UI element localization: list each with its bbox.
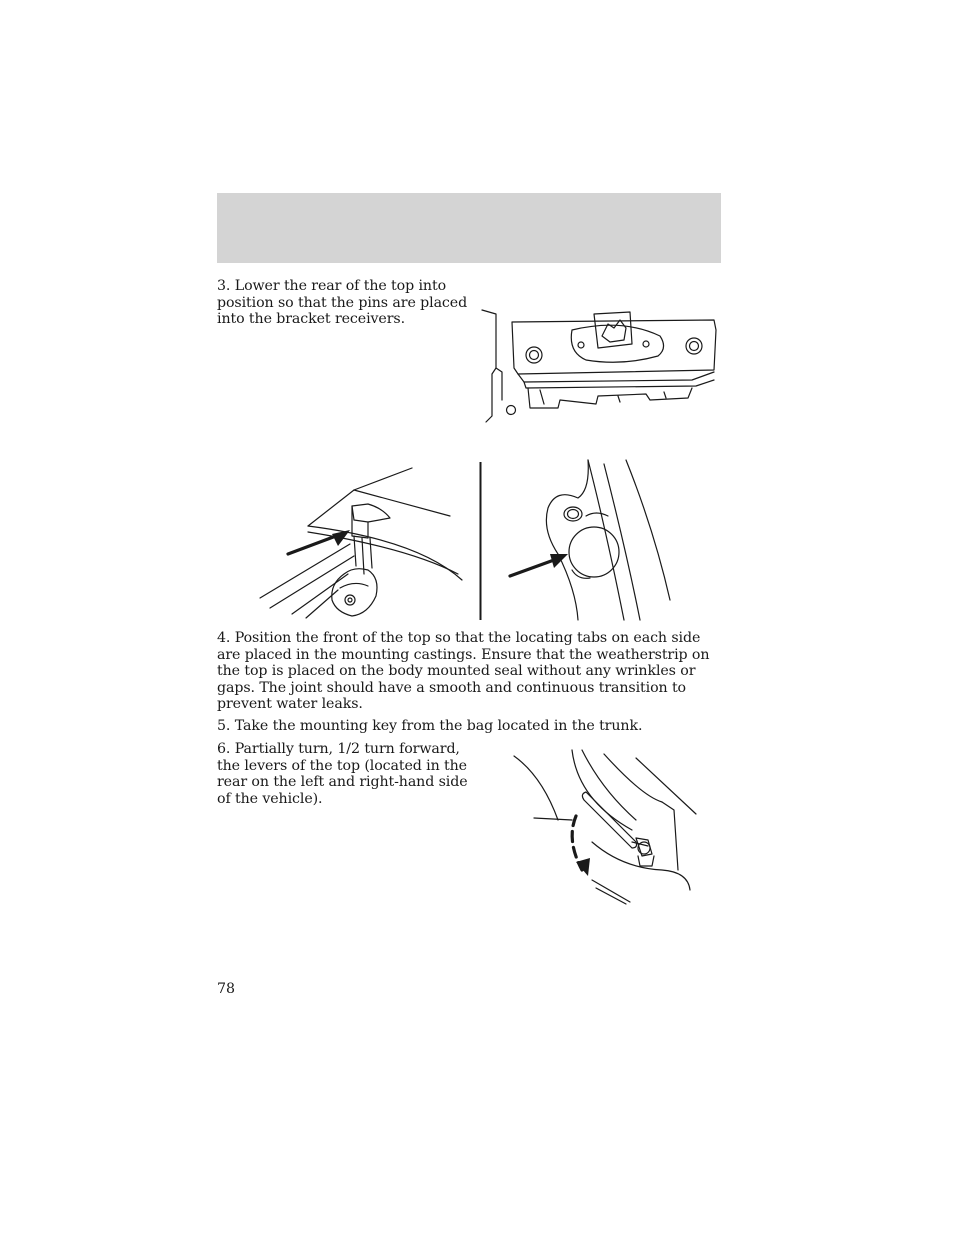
figure-divider bbox=[479, 462, 482, 620]
section-header-band bbox=[217, 193, 721, 263]
page-number: 78 bbox=[217, 981, 236, 997]
step-5-text: 5. Take the mounting key from the bag located in the trunk. bbox=[217, 718, 643, 734]
lever-turn-illustration bbox=[512, 750, 698, 906]
step-4-text: 4. Position the front of the top so that the locating tabs on each side are placed in the mounting castings. Ensure that the weatherstrip on the top is placed on the body mounted seal without any wrinkles or gaps. The joint should have a smooth and continuous transition to prevent water leaks. bbox=[217, 630, 710, 713]
step-6-text: 6. Partially turn, 1/2 turn forward, the levers of the top (located in the rear on the left and right-hand side of the vehicle). bbox=[217, 741, 468, 807]
locating-tab-illustration bbox=[258, 462, 464, 618]
bracket-receiver-illustration bbox=[478, 300, 723, 426]
step-3-text: 3. Lower the rear of the top into position so that the pins are placed into the bracket receivers. bbox=[217, 278, 468, 328]
mounting-casting-illustration bbox=[506, 460, 671, 622]
